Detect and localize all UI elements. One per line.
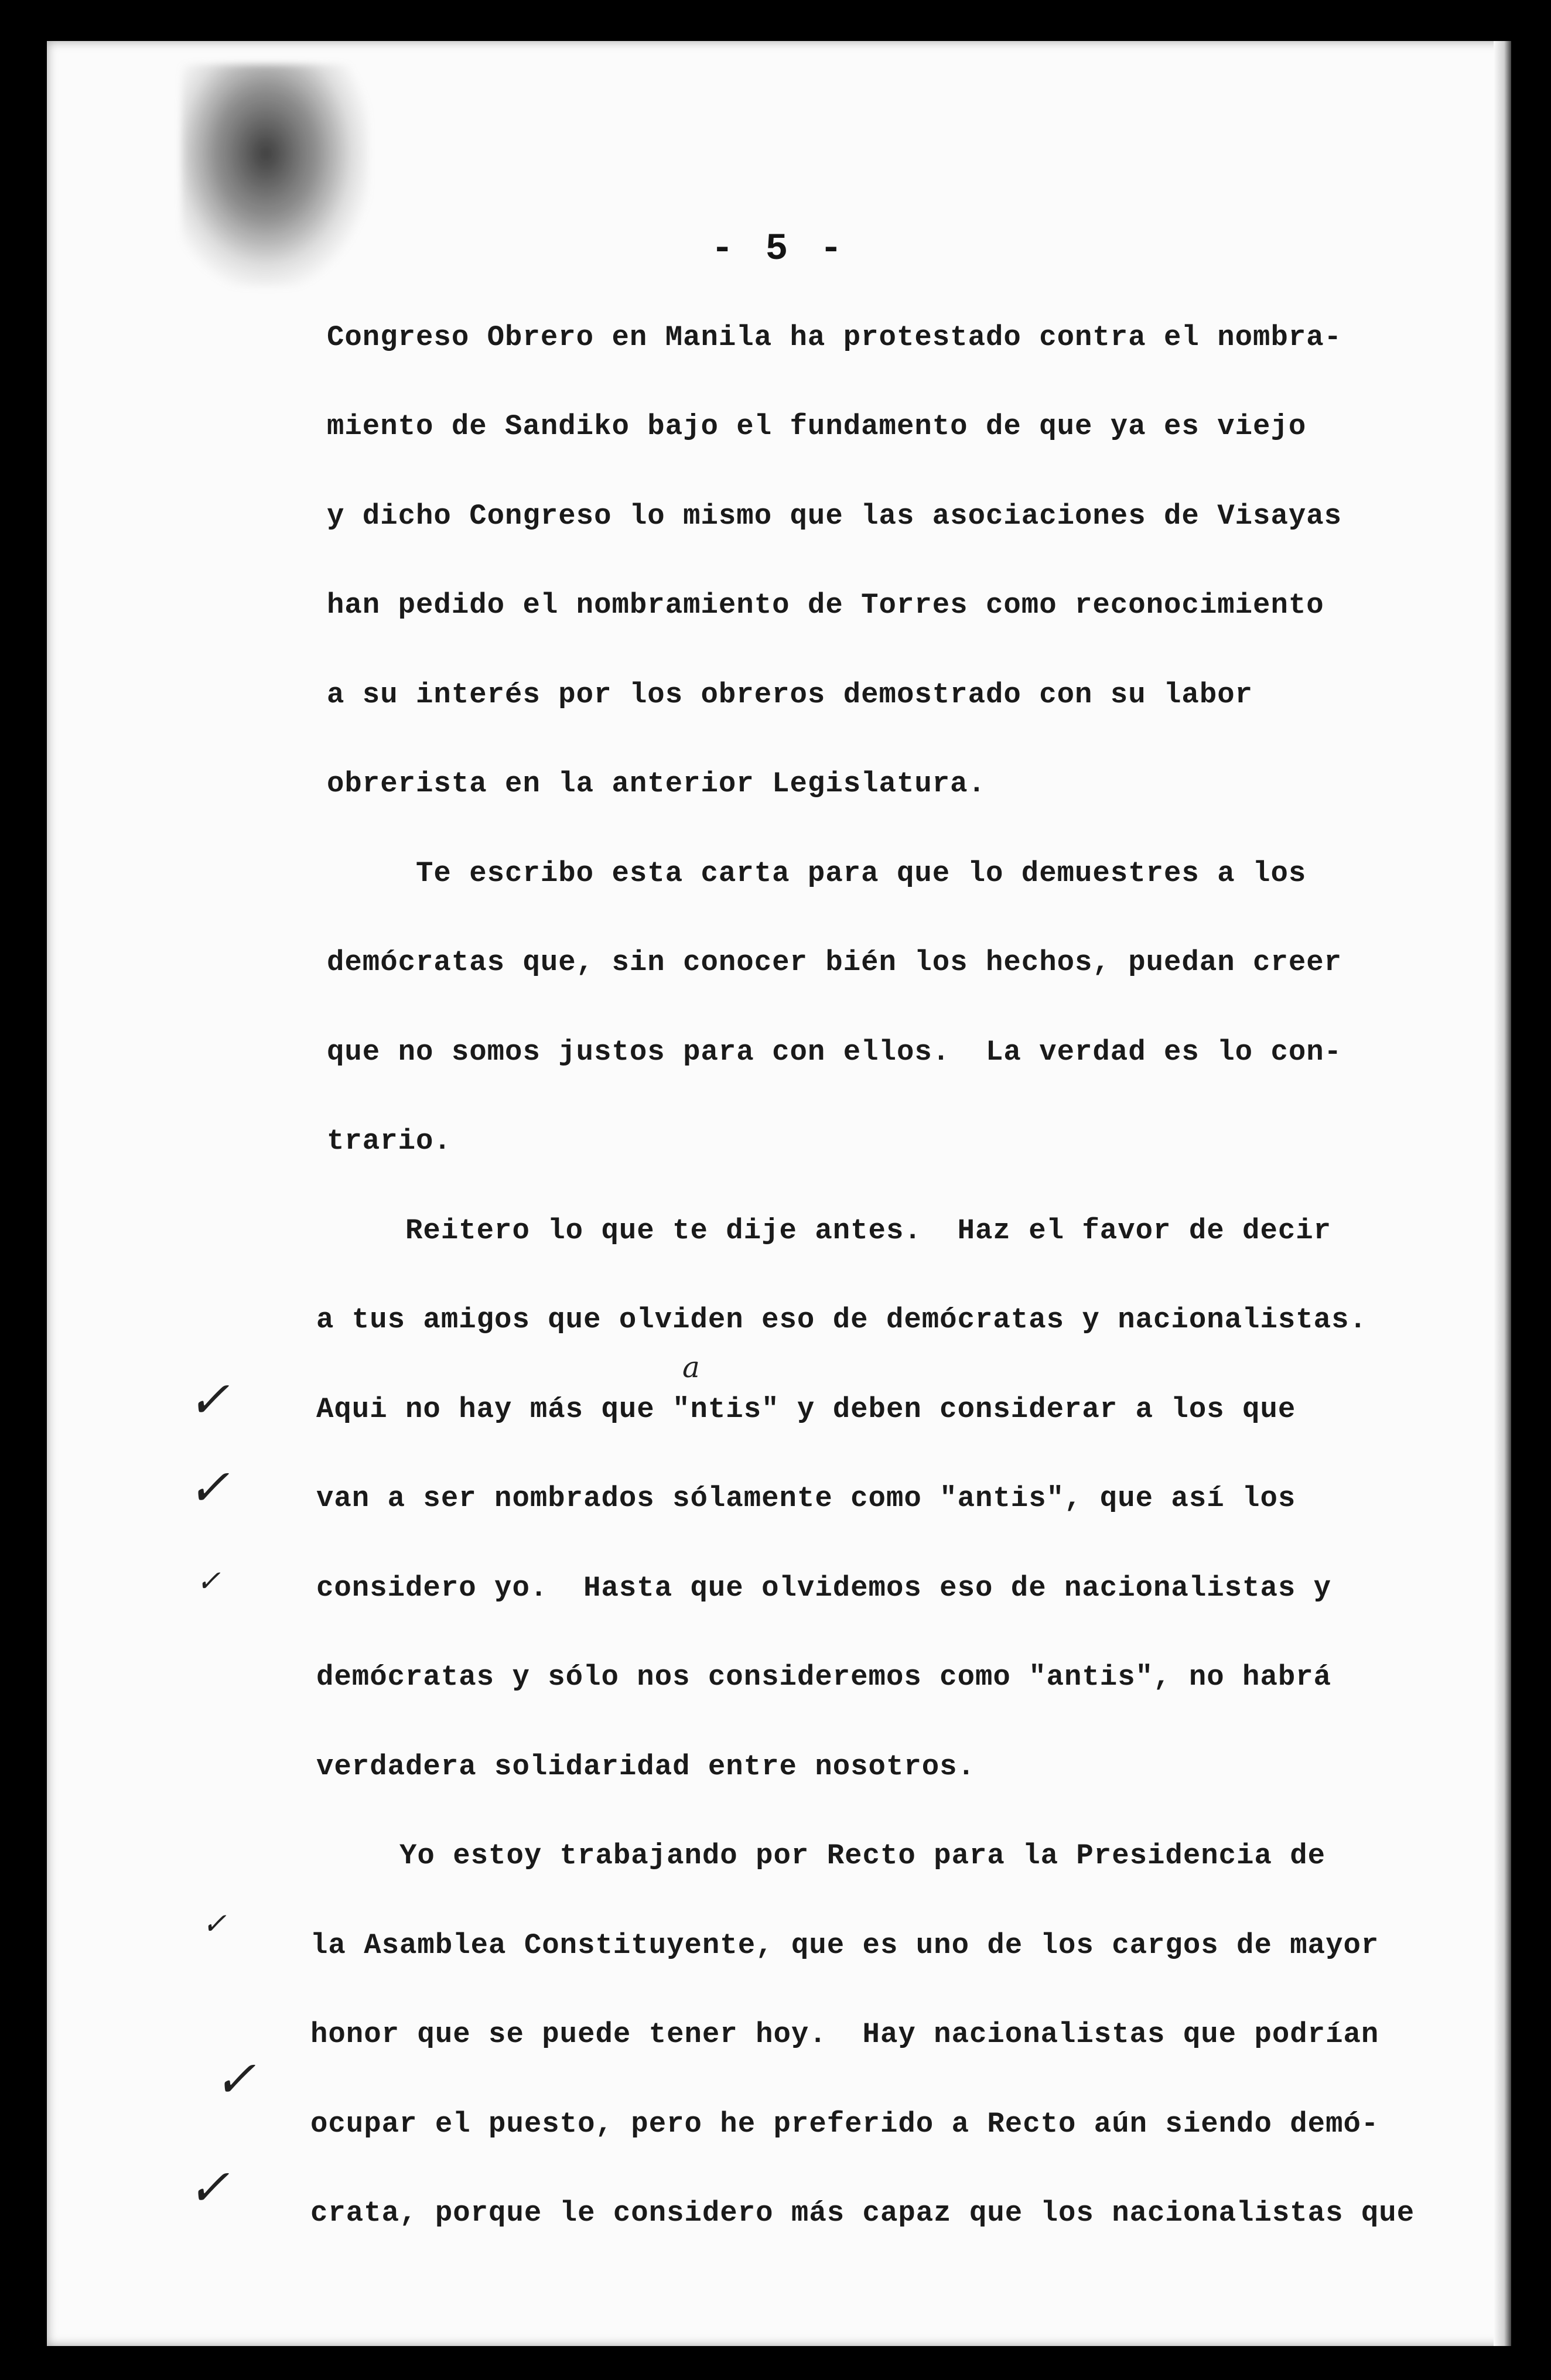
text-line: Congreso Obrero en Manila ha protestado contra el nombra- (327, 321, 1342, 354)
text-line: trario. (327, 1125, 452, 1157)
document-page (47, 41, 1511, 2346)
text-line: miento de Sandiko bajo el fundamento de que ya es viejo (327, 410, 1307, 443)
text-line: demócratas que, sin conocer bién los hechos, puedan creer (327, 946, 1342, 979)
text-line: a su interés por los obreros demostrado con su labor (327, 678, 1253, 711)
check-mark-icon: ✓ (187, 1459, 230, 1517)
text-line: la Asamblea Constituyente, que es uno de los cargos de mayor (310, 1929, 1379, 1962)
check-mark-icon: ✓ (187, 1371, 230, 1429)
text-line: Te escribo esta carta para que lo demuestres a los (327, 857, 1307, 890)
text-line: y dicho Congreso lo mismo que las asociaciones de Visayas (327, 500, 1342, 532)
text-line: obrerista en la anterior Legislatura. (327, 767, 986, 800)
text-line: verdadera solidaridad entre nosotros. (316, 1750, 975, 1783)
check-mark-icon: ✓ (202, 1907, 227, 1941)
text-line: ocupar el puesto, pero he preferido a Recto aún siendo demó- (310, 2108, 1379, 2140)
handwritten-insert: a (682, 1350, 700, 1384)
text-line: considero yo. Hasta que olvidemos eso de nacionalistas y (316, 1572, 1332, 1604)
text-line: demócratas y sólo nos consideremos como "antis", no habrá (316, 1661, 1332, 1693)
check-mark-icon: ✓ (196, 1564, 221, 1598)
check-mark-icon: ✓ (214, 2050, 257, 2109)
text-line: honor que se puede tener hoy. Hay nacionalistas que podrían (310, 2018, 1379, 2051)
text-line: crata, porque le considero más capaz que los nacionalistas que (310, 2197, 1415, 2229)
text-line: han pedido el nombramiento de Torres como reconocimiento (327, 589, 1324, 622)
page-edge (1494, 41, 1511, 2346)
text-line: Reitero lo que te dije antes. Haz el favor de decir (316, 1214, 1332, 1247)
check-mark-icon: ✓ (187, 2159, 230, 2217)
text-line: que no somos justos para con ellos. La verdad es lo con- (327, 1036, 1342, 1068)
text-line: Aqui no hay más que "ntis" y deben considerar a los que (316, 1393, 1296, 1426)
page-number: - 5 - (710, 228, 848, 271)
text-line: a tus amigos que olviden eso de demócratas y nacionalistas. (316, 1303, 1367, 1336)
text-line: Yo estoy trabajando por Recto para la Presidencia de (310, 1839, 1326, 1872)
text-line: van a ser nombrados sólamente como "antis", que así los (316, 1482, 1296, 1515)
